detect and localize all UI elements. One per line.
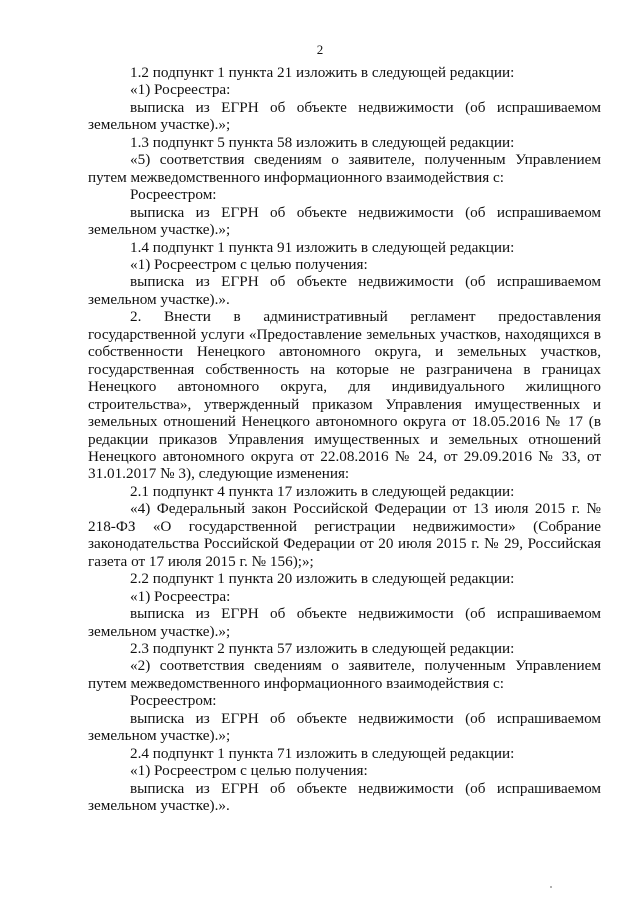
page-number: 2: [316, 42, 324, 57]
paragraph: 2.4 подпункт 1 пункта 71 изложить в следующей редакции:: [130, 744, 515, 762]
paragraph: выписка из ЕГРН об объекте недвижимости (об испрашиваемом земельном участке).».: [88, 273, 601, 308]
paragraph: выписка из ЕГРН об объекте недвижимости (об испрашиваемом земельном участке).»;: [88, 98, 601, 134]
paragraph: Росреестром:: [130, 692, 217, 710]
paragraph: 2.3 подпункт 2 пункта 57 изложить в следующей редакции:: [130, 639, 515, 657]
paragraph: «2) соответствия сведениям о заявителе, полученным Управлением путем межведомственного информационного взаимодействия с:: [88, 657, 601, 692]
paragraph: 1.2 подпункт 1 пункта 21 изложить в следующей редакции:: [130, 64, 515, 81]
paragraph: «4) Федеральный закон Российской Федерации от 13 июля 2015 г. № 218-ФЗ «О государственной регистрации недвижимости» (Собрание законодательства Российской Федерации от 20 июля 2015 г. № 29, Российская газета от 17 июля 2015 г. № 156);»;: [88, 500, 601, 570]
paragraph: «1) Росреестра:: [130, 587, 231, 605]
paragraph: выписка из ЕГРН об объекте недвижимости (об испрашиваемом земельном участке).»;: [88, 605, 601, 640]
paragraph: 2. Внести в административный регламент предоставления государственной услуги «Предоставление земельных участков, находящихся в собственности Ненецкого автономного округа, и земельных участков, государственная собственность на которые не разграничена в границах Ненецкого автономного округа, для индивидуального жилищного строительства», утвержденный приказом Управления имущественных и земельных отношений Ненецкого автономного округа от 18.05.2016 № 17 (в редакции приказов Управления имущественных и земельных отношений Ненецкого автономного округа от 22.08.2016 № 24, от 29.09.2016 № 33, от 31.01.2017 № 3), следующие изменения:: [88, 308, 601, 483]
paragraph: 2.2 подпункт 1 пункта 20 изложить в следующей редакции:: [130, 570, 515, 588]
paragraph: «1) Росреестра:: [130, 81, 231, 99]
paragraph: выписка из ЕГРН об объекте недвижимости (об испрашиваемом земельном участке).»;: [88, 203, 601, 239]
paragraph: выписка из ЕГРН об объекте недвижимости (об испрашиваемом земельном участке).»;: [88, 709, 601, 745]
paragraph: 2.1 подпункт 4 пункта 17 изложить в следующей редакции:: [130, 482, 515, 500]
document-body: [88, 64, 601, 814]
paragraph: «1) Росреестром с целью получения:: [130, 255, 368, 273]
scan-speck: [550, 886, 552, 888]
paragraph: выписка из ЕГРН об объекте недвижимости (об испрашиваемом земельном участке).».: [88, 779, 601, 815]
paragraph: «1) Росреестром с целью получения:: [130, 762, 368, 780]
paragraph: Росреестром:: [130, 186, 217, 204]
paragraph: 1.3 подпункт 5 пункта 58 изложить в следующей редакции:: [130, 133, 515, 151]
paragraph: 1.4 подпункт 1 пункта 91 изложить в следующей редакции:: [130, 238, 515, 256]
paragraph: «5) соответствия сведениям о заявителе, полученным Управлением путем межведомственного информационного взаимодействия с:: [88, 151, 601, 186]
